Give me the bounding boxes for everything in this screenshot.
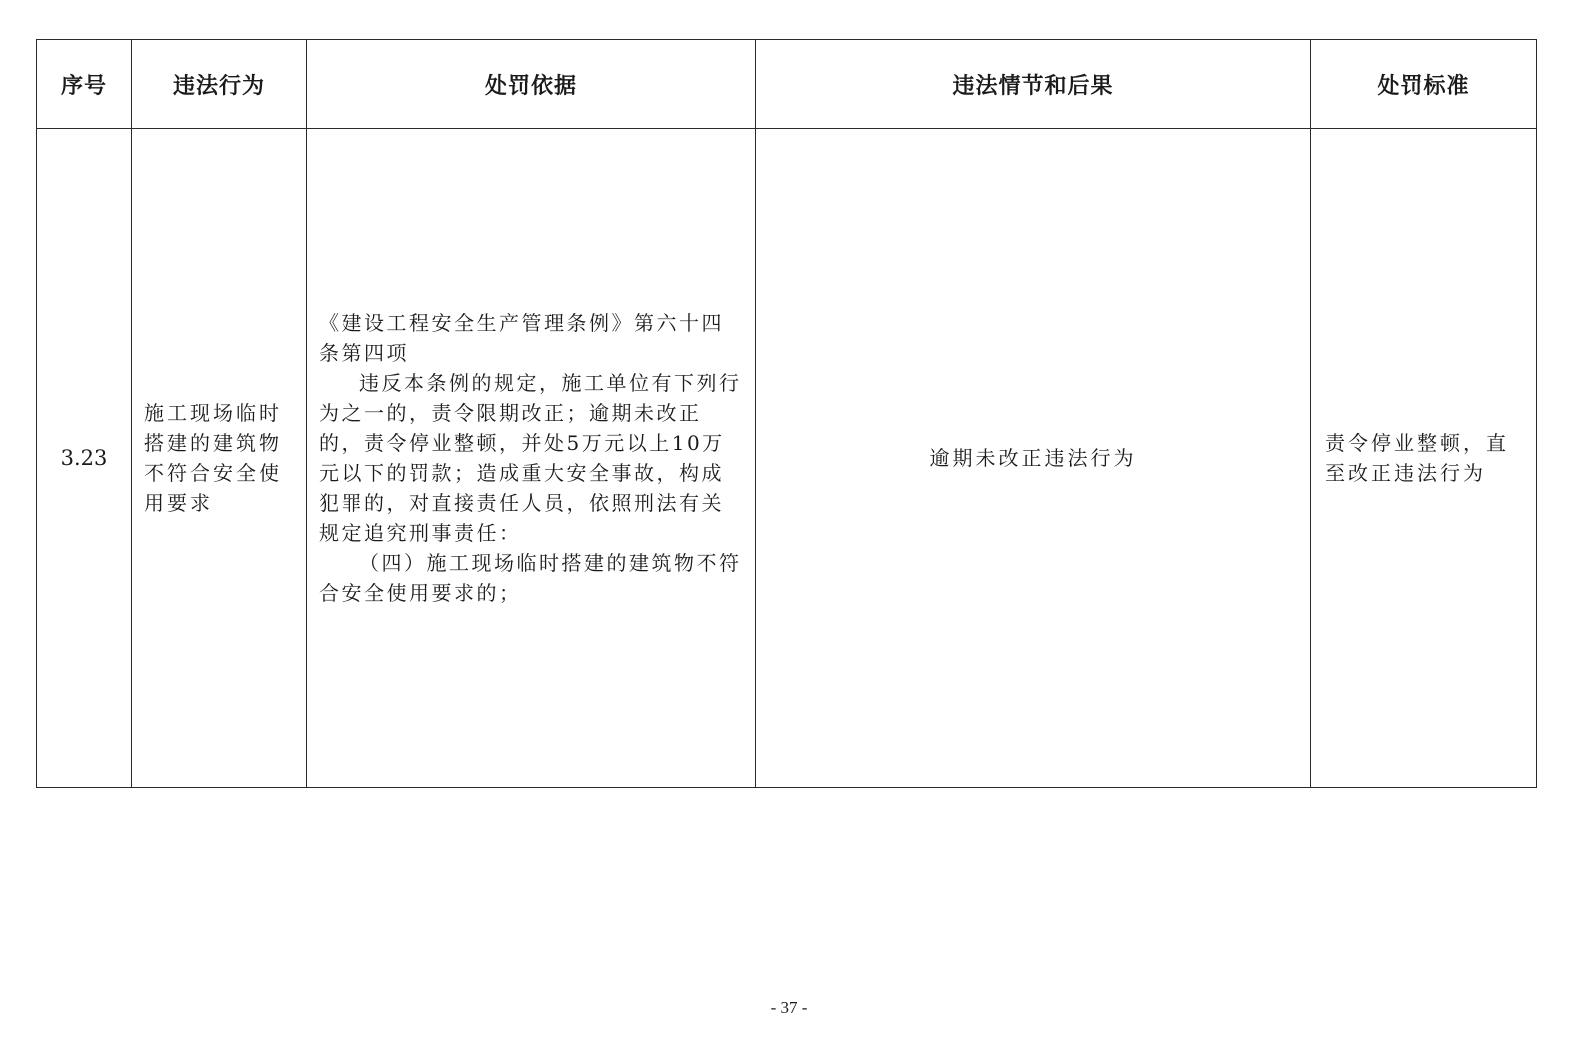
header-standard: 处罚标准 xyxy=(1311,40,1537,129)
cell-seq: 3.23 xyxy=(37,129,132,788)
header-seq: 序号 xyxy=(37,40,132,129)
header-violation: 违法行为 xyxy=(132,40,307,129)
penalty-table-container xyxy=(36,39,1536,788)
header-circumstance: 违法情节和后果 xyxy=(756,40,1311,129)
basis-item: （四）施工现场临时搭建的建筑物不符合安全使用要求的； xyxy=(319,551,742,605)
table-row xyxy=(37,129,1537,788)
basis-title: 《建设工程安全生产管理条例》第六十四条第四项 xyxy=(319,311,724,365)
cell-standard: 责令停业整顿，直至改正违法行为 xyxy=(1311,129,1537,788)
page-number: - 37 - xyxy=(770,998,808,1017)
header-basis: 处罚依据 xyxy=(307,40,756,129)
penalty-table xyxy=(36,39,1537,788)
basis-paragraph: 违反本条例的规定，施工单位有下列行为之一的，责令限期改正；逾期未改正的，责令停业整顿，并处5万元以上10万元以下的罚款；造成重大安全事故，构成犯罪的，对直接责任人员，依照刑法有关规定追究刑事责任： xyxy=(319,371,742,545)
cell-basis xyxy=(307,129,756,788)
cell-circumstance: 逾期未改正违法行为 xyxy=(756,129,1311,788)
table-header-row xyxy=(37,40,1537,129)
cell-violation: 施工现场临时搭建的建筑物不符合安全使用要求 xyxy=(132,129,307,788)
